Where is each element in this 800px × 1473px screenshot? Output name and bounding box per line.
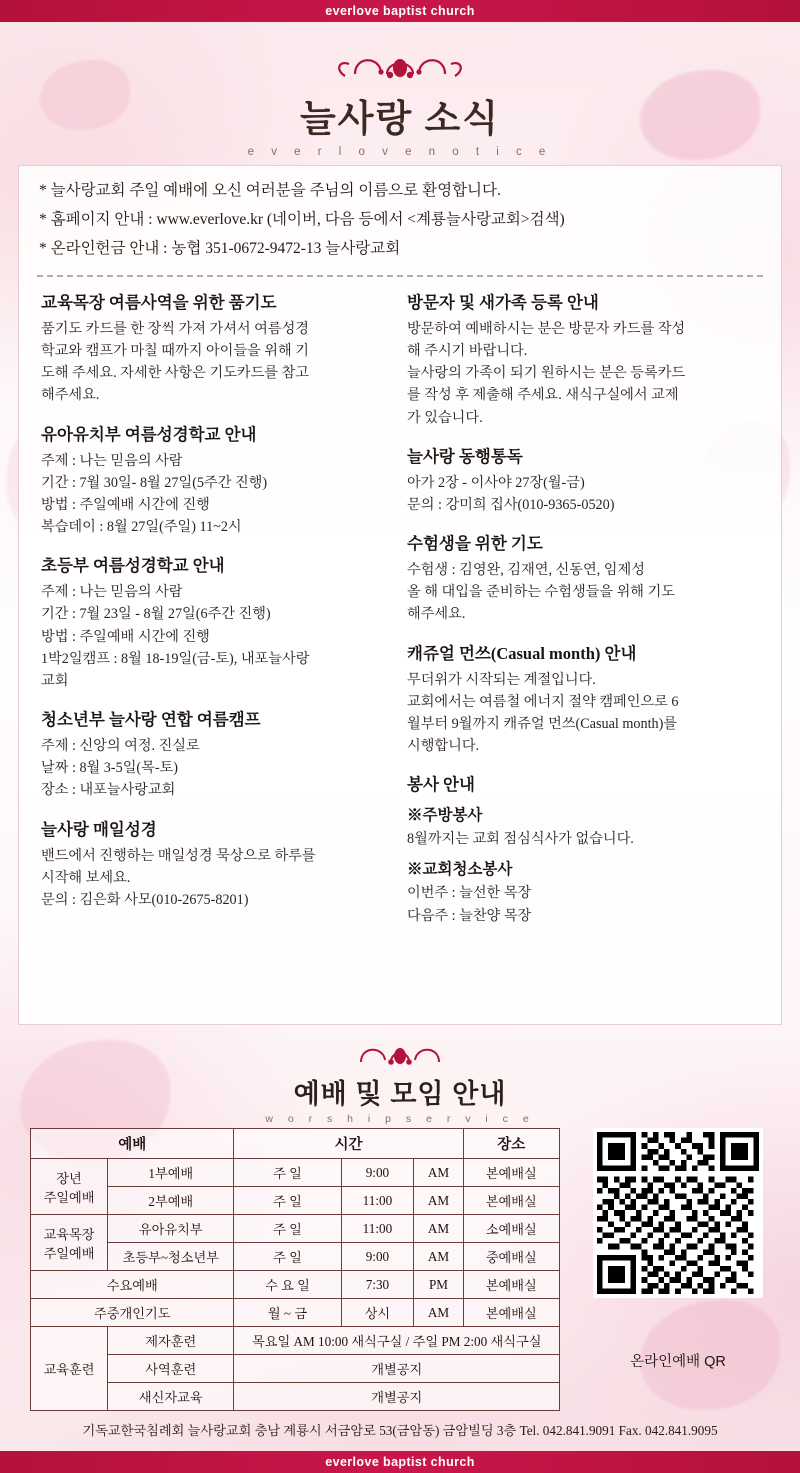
- notice-columns: [19, 277, 781, 941]
- notice-section: [41, 552, 381, 691]
- service-name: 수요예배: [31, 1271, 234, 1299]
- service-place: 본예배실: [463, 1271, 559, 1299]
- section-title: 교육목장 여름사역을 위한 품기도: [41, 293, 277, 312]
- notice-section: [41, 706, 381, 800]
- qr-section: [588, 1128, 768, 1371]
- service-place: 본예배실: [463, 1299, 559, 1327]
- service-place: 본예배실: [463, 1187, 559, 1215]
- section-title: 봉사 안내: [407, 775, 475, 795]
- section-line: 다음주 : 늘찬양 목장: [407, 907, 532, 924]
- service-day: 주 일: [234, 1159, 341, 1187]
- notice-header-line: * 홈페이지 안내 : www.everlove.kr (네이버, 다음 등에서 <계룡늘사랑교회>검색): [39, 211, 565, 228]
- table-row: [31, 1327, 560, 1355]
- bottom-brand-bar: everlove baptist church: [0, 1451, 800, 1473]
- section-title: 유아유치부 여름성경학교 안내: [41, 424, 257, 444]
- section-title: 수험생을 위한 기도: [407, 534, 543, 554]
- worship-title: 예배 및 모임 안내: [293, 1079, 507, 1109]
- top-brand-bar: everlove baptist church: [0, 0, 800, 22]
- section-line: 주제 : 신앙의 여정. 진실로: [41, 738, 200, 755]
- row-group-label: 교육목장 주일예배: [31, 1215, 108, 1271]
- section-line: 밴드에서 진행하는 매일성경 묵상으로 하루를: [41, 847, 316, 864]
- notice-section: [407, 289, 747, 428]
- training-detail: 개별공지: [234, 1355, 560, 1383]
- notice-section: [41, 816, 381, 910]
- section-line: 문의 : 김은화 사모(010-2675-8201): [41, 891, 249, 908]
- section-line: 늘사랑의 가족이 되기 원하시는 분은 등록카드: [407, 365, 686, 382]
- service-name: 유아유치부: [108, 1215, 234, 1243]
- service-day: 주 일: [234, 1215, 341, 1243]
- section-title: 초등부 여름성경학교 안내: [41, 556, 225, 576]
- notice-column-right: [407, 289, 747, 941]
- table-row: [31, 1299, 560, 1327]
- service-time: 9:00: [341, 1159, 414, 1187]
- table-row: [31, 1215, 560, 1243]
- footer-address: 기독교한국침례회 늘사랑교회 충남 계룡시 서금암로 53(금암동) 금암빌딩 3층 Tel. 042.841.9091 Fax. 042.841.9095: [82, 1423, 718, 1438]
- section-line: 가 있습니다.: [407, 409, 483, 426]
- service-time: 11:00: [341, 1215, 414, 1243]
- worship-subtitle: w o r s h i p s e r v i c e: [265, 1113, 535, 1125]
- notice-section: [41, 289, 381, 406]
- section-title: 늘사랑 매일성경: [41, 819, 157, 839]
- table-row: [31, 1187, 560, 1215]
- section-line: 학교와 캠프가 마칠 때까지 아이들을 위해 기: [41, 343, 309, 360]
- section-line: 도해 주세요. 자세한 사항은 기도카드를 참고: [41, 365, 309, 382]
- table-row: [31, 1383, 560, 1411]
- section-line: 방법 : 주일예배 시간에 진행: [41, 628, 210, 645]
- section-line: 기간 : 7월 30일- 8월 27일(5주간 진행): [41, 474, 268, 491]
- notice-section: [41, 421, 381, 538]
- notice-header: [19, 166, 781, 269]
- section-line: 주제 : 나는 믿음의 사람: [41, 584, 183, 601]
- section-line: 수험생 : 김영완, 김재연, 신동연, 임제성: [407, 562, 645, 579]
- masthead: [0, 48, 800, 158]
- section-line: 복습데이 : 8월 27일(주일) 11~2시: [41, 519, 242, 536]
- floral-ornament-icon: [0, 48, 800, 88]
- service-name: 2부예배: [108, 1187, 234, 1215]
- service-place: 소예배실: [463, 1215, 559, 1243]
- section-line: 장소 : 내포늘사랑교회: [41, 782, 176, 799]
- section-line: 주제 : 나는 믿음의 사람: [41, 452, 183, 469]
- section-line: 해주세요.: [41, 387, 100, 404]
- col-header-time: 시간: [234, 1129, 463, 1159]
- col-header-service: 예배: [31, 1129, 234, 1159]
- service-ampm: AM: [414, 1299, 463, 1327]
- section-line: 시작해 보세요.: [41, 869, 131, 886]
- section-title: 청소년부 늘사랑 연합 여름캠프: [41, 710, 261, 730]
- notice-section: [407, 640, 747, 757]
- training-name: 사역훈련: [108, 1355, 234, 1383]
- worship-header: [0, 1040, 800, 1125]
- section-line: 날짜 : 8월 3-5일(목-토): [41, 760, 178, 777]
- section-line: 1박2일캠프 : 8월 18-19일(금-토), 내포늘사랑: [41, 650, 310, 667]
- service-time: 11:00: [341, 1187, 414, 1215]
- service-time: 상시: [341, 1299, 414, 1327]
- notice-section-volunteer: [407, 771, 747, 925]
- floral-ornament-icon: [0, 1040, 800, 1072]
- notice-header-line: * 늘사랑교회 주일 예배에 오신 여러분을 주님의 이름으로 환영합니다.: [39, 182, 501, 199]
- service-ampm: AM: [414, 1159, 463, 1187]
- section-title: 캐쥬얼 먼쓰(Casual month) 안내: [407, 643, 637, 663]
- section-line: 방문하여 예배하시는 분은 방문자 카드를 작성: [407, 321, 686, 337]
- service-name: 1부예배: [108, 1159, 234, 1187]
- section-line: 이번주 : 늘선한 목장: [407, 885, 532, 902]
- col-header-place: 장소: [463, 1129, 559, 1159]
- service-day: 월 ~ 금: [234, 1299, 341, 1327]
- section-line: 해 주시기 바랍니다.: [407, 343, 528, 360]
- section-title: 늘사랑 동행통독: [407, 446, 523, 466]
- table-header-row: [31, 1129, 560, 1159]
- section-line: 기간 : 7월 23일 - 8월 27일(6주간 진행): [41, 606, 271, 623]
- service-time: 7:30: [341, 1271, 414, 1299]
- page-title: 늘사랑 소식: [300, 99, 500, 140]
- notice-section: [407, 530, 747, 624]
- section-line: 해주세요.: [407, 606, 466, 623]
- notice-section: [407, 443, 747, 515]
- worship-schedule-table: [30, 1128, 560, 1411]
- section-line: 무더위가 시작되는 계절입니다.: [407, 671, 596, 688]
- service-ampm: AM: [414, 1243, 463, 1271]
- page-subtitle: e v e r l o v e n o t i c e: [247, 146, 553, 158]
- training-name: 새신자교육: [108, 1383, 234, 1411]
- section-line: 품기도 카드를 한 장씩 가져 가셔서 여름성경: [41, 321, 309, 337]
- service-day: 수 요 일: [234, 1271, 341, 1299]
- row-group-label: 장년 주일예배: [31, 1159, 108, 1215]
- service-place: 본예배실: [463, 1159, 559, 1187]
- table-row: [31, 1271, 560, 1299]
- training-group-label: 교육훈련: [31, 1327, 108, 1411]
- section-line: 교회에서는 여름철 에너지 절약 캠페인으로 6: [407, 693, 679, 710]
- service-ampm: AM: [414, 1187, 463, 1215]
- table-row: [31, 1355, 560, 1383]
- section-line: 월부터 9월까지 캐쥬얼 먼쓰(Casual month)를: [407, 715, 678, 732]
- section-line: 방법 : 주일예배 시간에 진행: [41, 496, 210, 513]
- subsection-title: ※주방봉사: [407, 807, 483, 825]
- notice-column-left: [41, 289, 381, 941]
- service-day: 주 일: [234, 1187, 341, 1215]
- section-line: 올 해 대입을 준비하는 수험생들을 위해 기도: [407, 584, 675, 601]
- section-title: 방문자 및 새가족 등록 안내: [407, 293, 599, 312]
- training-detail: 목요일 AM 10:00 새식구실 / 주일 PM 2:00 새식구실: [234, 1327, 560, 1355]
- section-line: 를 작성 후 제출해 주세요. 새식구실에서 교제: [407, 387, 679, 404]
- table-row: [31, 1243, 560, 1271]
- service-time: 9:00: [341, 1243, 414, 1271]
- section-line: 교회: [41, 672, 69, 689]
- section-line: 아가 2장 - 이사야 27장(월-금): [407, 474, 585, 491]
- qr-caption: 온라인예배 QR: [630, 1354, 726, 1370]
- service-place: 중예배실: [463, 1243, 559, 1271]
- notice-box: [18, 165, 782, 1025]
- service-day: 주 일: [234, 1243, 341, 1271]
- training-detail: 개별공지: [234, 1383, 560, 1411]
- table-row: [31, 1159, 560, 1187]
- service-name: 주중개인기도: [31, 1299, 234, 1327]
- training-name: 제자훈련: [108, 1327, 234, 1355]
- qr-code-icon[interactable]: [593, 1128, 763, 1298]
- subsection-title: ※교회청소봉사: [407, 861, 513, 879]
- section-line: 시행합니다.: [407, 738, 480, 755]
- service-ampm: AM: [414, 1215, 463, 1243]
- service-ampm: PM: [414, 1271, 463, 1299]
- service-name: 초등부~청소년부: [108, 1243, 234, 1271]
- notice-header-line: * 온라인헌금 안내 : 농협 351-0672-9472-13 늘사랑교회: [39, 240, 401, 257]
- section-line: 문의 : 강미희 집사(010-9365-0520): [407, 496, 615, 513]
- section-line: 8월까지는 교회 점심식사가 없습니다.: [407, 831, 634, 848]
